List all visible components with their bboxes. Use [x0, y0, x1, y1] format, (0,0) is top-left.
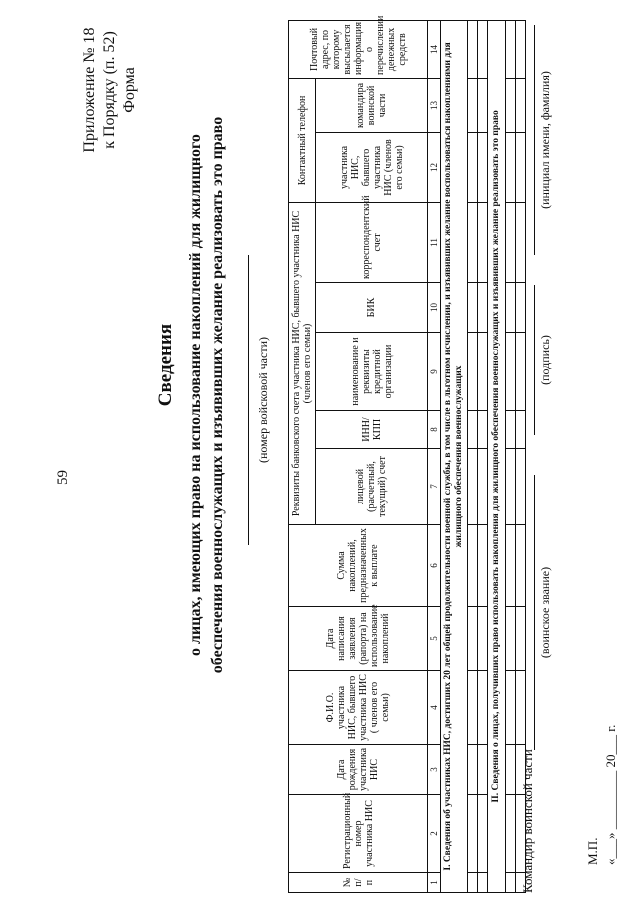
header-cell: Ф.И.О. участника НИС, бывшего участника НИС ( членов его семьи) [289, 671, 428, 745]
column-number: 7 [428, 449, 441, 525]
header-cell: Регистрационный номер участника НИС [289, 795, 428, 873]
subtitle-line-1: о лицах, имеющих право на использование накоплений для жилищного [187, 134, 204, 656]
column-number-row [428, 20, 441, 892]
header-cell: корреспондентский счет [316, 202, 428, 282]
form-label: Форма [121, 67, 138, 113]
section-row [441, 20, 468, 892]
rank-signature-line [534, 475, 535, 750]
header-cell: ИНН/ КПП [316, 411, 428, 449]
empty-row [506, 20, 516, 892]
section-heading: I. Сведения об участниках НИС, достигших 20 лет общей продолжительности военной службы, в том числе в льготном исчислении, и изъявивших желание воспользоваться накоплениями для жилищного обеспечения военнослужащих [441, 20, 468, 892]
rank-caption: (воинское звание) [538, 566, 552, 659]
page-number: 59 [55, 470, 71, 485]
commander-label: Командир воинской части [520, 749, 535, 893]
document-subtitle [185, 15, 229, 775]
column-number: 6 [428, 525, 441, 607]
header-cell: № п/п [289, 873, 428, 893]
header-group-bank: Реквизиты банковского счета участника НИС, бывшего участника НИС (членов его семьи) [289, 202, 316, 524]
appendix-block [80, 5, 140, 175]
header-cell: лицевой (расчетный, текущий) счет [316, 449, 428, 525]
header-cell: участника НИС, бывшего участника НИС (членов его семьи) [316, 132, 428, 202]
header-row-1 [289, 20, 316, 892]
name-signature-line [534, 25, 535, 255]
column-number: 12 [428, 132, 441, 202]
column-number: 11 [428, 202, 441, 282]
column-number: 2 [428, 795, 441, 873]
date-field: «___» _________ 20___ г. [603, 724, 618, 865]
column-number: 13 [428, 78, 441, 132]
document-title: Сведения [155, 323, 176, 407]
header-cell: БИК [316, 283, 428, 333]
header-group-phone: Контактный телефон [289, 78, 316, 202]
empty-row [468, 20, 478, 892]
header-cell: Почтовый адрес, по которому высылается информация о перечислении денежных средств [289, 20, 428, 78]
header-cell: Дата рождения участника НИС [289, 745, 428, 795]
column-number: 4 [428, 671, 441, 745]
header-cell: Дата написания заявления (рапорта) на использование накоплений [289, 607, 428, 671]
column-number: 9 [428, 333, 441, 411]
name-caption: (инициал имени, фамилия) [538, 71, 552, 209]
column-number: 5 [428, 607, 441, 671]
column-number: 8 [428, 411, 441, 449]
subtitle-line-2: обеспечения военнослужащих и изъявивших желание реализовать это право [209, 116, 226, 674]
stamp-placeholder: М.П. [585, 837, 600, 865]
column-number: 1 [428, 873, 441, 893]
header-cell: Сумма накоплений, предназначенных к выплате [289, 525, 428, 607]
column-number: 3 [428, 745, 441, 795]
column-number: 14 [428, 20, 441, 78]
data-table [288, 15, 526, 893]
header-cell: наименование и реквизиты кредитной организации [316, 333, 428, 411]
unit-number-line [248, 255, 249, 545]
appendix-number: Приложение № 18 [81, 27, 98, 153]
unit-number-caption: (номер войсковой части) [256, 336, 270, 464]
section-row [488, 20, 506, 892]
column-number: 10 [428, 283, 441, 333]
section-heading: II. Сведения о лицах, получивших право использовать накопления для жилищного обеспечения военнослужащих и изъявивших желание реализовать это право [488, 20, 506, 892]
header-cell: командира воинской части [316, 78, 428, 132]
signature-caption: (подпись) [538, 335, 552, 385]
sign-signature-line [534, 285, 535, 435]
appendix-reference: к Порядку (п. 52) [101, 31, 118, 149]
empty-row [478, 20, 488, 892]
